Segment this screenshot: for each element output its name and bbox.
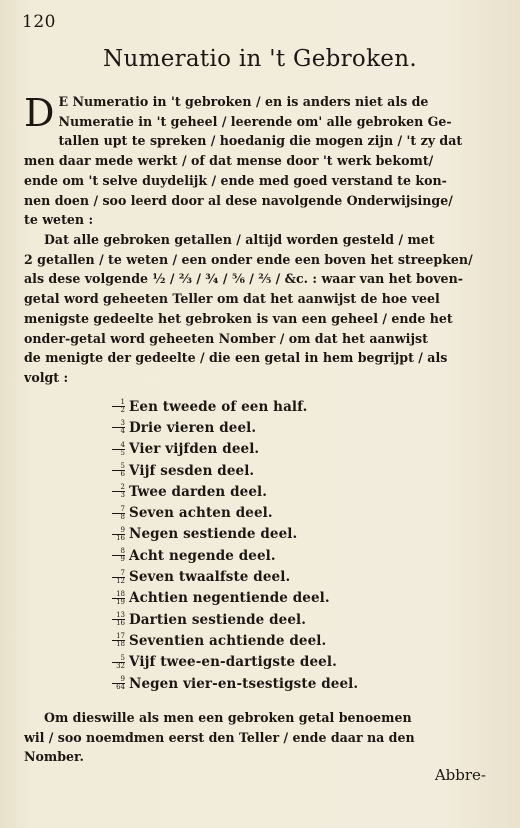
fraction-list-item [103,630,403,651]
text-line: onder-getal word geheeten Nomber / om dat het aanwijst [24,330,428,346]
text-line: als dese volgende ½ / ⅔ / ¾ / ⅚ / ⅖ / &c. : waar van het boven- [24,271,463,287]
text-line: Dat alle gebroken getallen / altijd worden gesteld / met [44,232,435,247]
fraction-numerator: 4 [112,442,125,450]
fraction-name: Negen sestiende deel. [129,526,298,543]
fraction-denominator: 64 [116,683,125,691]
text-line: menigste gedeelte het gebroken is van een geheel / ende het [24,310,453,326]
fraction-list-item [103,439,403,460]
fraction-symbol [103,506,129,521]
fraction-numerator: 5 [112,463,125,471]
text-line: de menigte der gedeelte / die een getal in hem begrijpt / als [24,350,448,366]
definition-paragraph [24,230,492,388]
fraction-list-item [103,673,403,694]
text-line: volgt : [24,369,69,385]
fraction-name: Dartien sestiende deel. [129,611,307,628]
fraction-symbol [103,399,129,414]
fraction-name: Seven achten deel. [129,505,273,522]
fraction-name: Seventien achtiende deel. [129,632,327,649]
fraction-name: Vijf sesden deel. [129,462,255,479]
fraction-numerator: 13 [112,612,125,620]
fraction-symbol [103,484,129,499]
text-line: getal word geheeten Teller om dat het aanwijst de hoe veel [24,291,440,307]
fraction-denominator: 2 [120,406,125,415]
fraction-numerator: 7 [112,506,125,514]
fraction-symbol [103,655,129,670]
fraction-denominator: 16 [116,619,125,628]
drop-cap: D [24,91,55,135]
fraction-name: Drie vieren deel. [129,419,257,436]
fraction-symbol [103,676,129,691]
fraction-name: Acht negende deel. [129,547,276,564]
fraction-denominator: 12 [116,576,125,585]
fraction-numerator: 3 [112,420,125,428]
fraction-symbol [103,633,129,648]
fraction-numerator: 5 [112,655,125,663]
fraction-name: Achtien negentiende deel. [129,590,330,607]
page-title: Numeratio in 't Gebroken. [103,46,417,72]
fraction-name: Een tweede of een half. [129,398,308,415]
text-line: te weten : [24,212,94,228]
fraction-numerator: 7 [112,570,125,578]
fraction-symbol [103,548,129,563]
fraction-list-item [103,609,403,630]
fraction-denominator: 32 [116,661,125,670]
fraction-list-item [103,652,403,673]
closing-paragraph [24,708,492,767]
fraction-symbol [103,527,129,542]
fraction-symbol [103,463,129,478]
fraction-name: Negen vier-en-tsestigste deel. [129,675,359,692]
text-line: 2 getallen / te weten / een onder ende een boven het streepken/ [24,251,473,267]
fraction-denominator: 8 [120,512,125,521]
fraction-name: Vier vijfden deel. [129,441,260,458]
fraction-numerator: 8 [112,548,125,556]
fraction-symbol [103,612,129,627]
fraction-name: Twee darden deel. [129,483,268,500]
fraction-denominator: 16 [116,533,125,542]
fraction-numerator: 17 [112,633,125,641]
fraction-list-item [103,481,403,502]
fraction-denominator: 9 [120,555,125,564]
fraction-denominator: 6 [120,470,125,479]
fraction-list-item [103,417,403,438]
text-line: Nomber. [24,749,84,765]
text-line: ende om 't selve duydelijk / ende med goed verstand te kon- [24,172,447,188]
fraction-denominator: 5 [120,448,125,457]
fraction-symbol [103,442,129,457]
fraction-denominator: 3 [120,491,125,500]
fraction-list-item [103,545,403,566]
fraction-denominator: 19 [116,597,125,606]
text-line: men daar mede werkt / of dat mense door 't werk bekomt/ [24,153,434,169]
fraction-denominator: 4 [120,427,125,436]
fraction-symbol [103,570,129,585]
text-line: E Numeratio in 't gebroken / en is anders niet als de [58,94,429,109]
fraction-list-item [103,396,403,417]
fraction-numerator: 18 [112,591,125,599]
fraction-numerator: 9 [112,527,125,535]
text-line: tallen upt te spreken / hoedanig die mogen zijn / 't zy dat [58,133,463,149]
fraction-list [103,396,403,694]
text-line: nen doen / soo leerd door al dese navolgende Onderwijsinge/ [24,192,453,208]
intro-lines [24,91,492,135]
page-number: 120 [22,12,56,32]
fraction-name: Vijf twee-en-dartigste deel. [129,654,337,671]
fraction-list-item [103,524,403,545]
fraction-denominator: 18 [116,640,125,649]
fraction-numerator: 1 [112,399,125,407]
fraction-list-item [103,460,403,481]
fraction-list-item [103,502,403,523]
fraction-symbol [103,420,129,435]
intro-paragraph [24,92,492,230]
text-line: Om dieswille als men een gebroken getal benoemen [44,710,412,725]
catchword: Abbre- [434,766,486,784]
fraction-name: Seven twaalfste deel. [129,569,291,586]
fraction-list-item [103,588,403,609]
fraction-list-item [103,566,403,587]
fraction-numerator: 2 [112,484,125,492]
text-line: Numeratie in 't geheel / leerende om' alle gebroken Ge- [58,113,452,129]
text-line: wil / soo noemdmen eerst den Teller / ende daar na den [24,729,415,745]
fraction-symbol [103,591,129,606]
fraction-numerator: 9 [112,676,125,684]
